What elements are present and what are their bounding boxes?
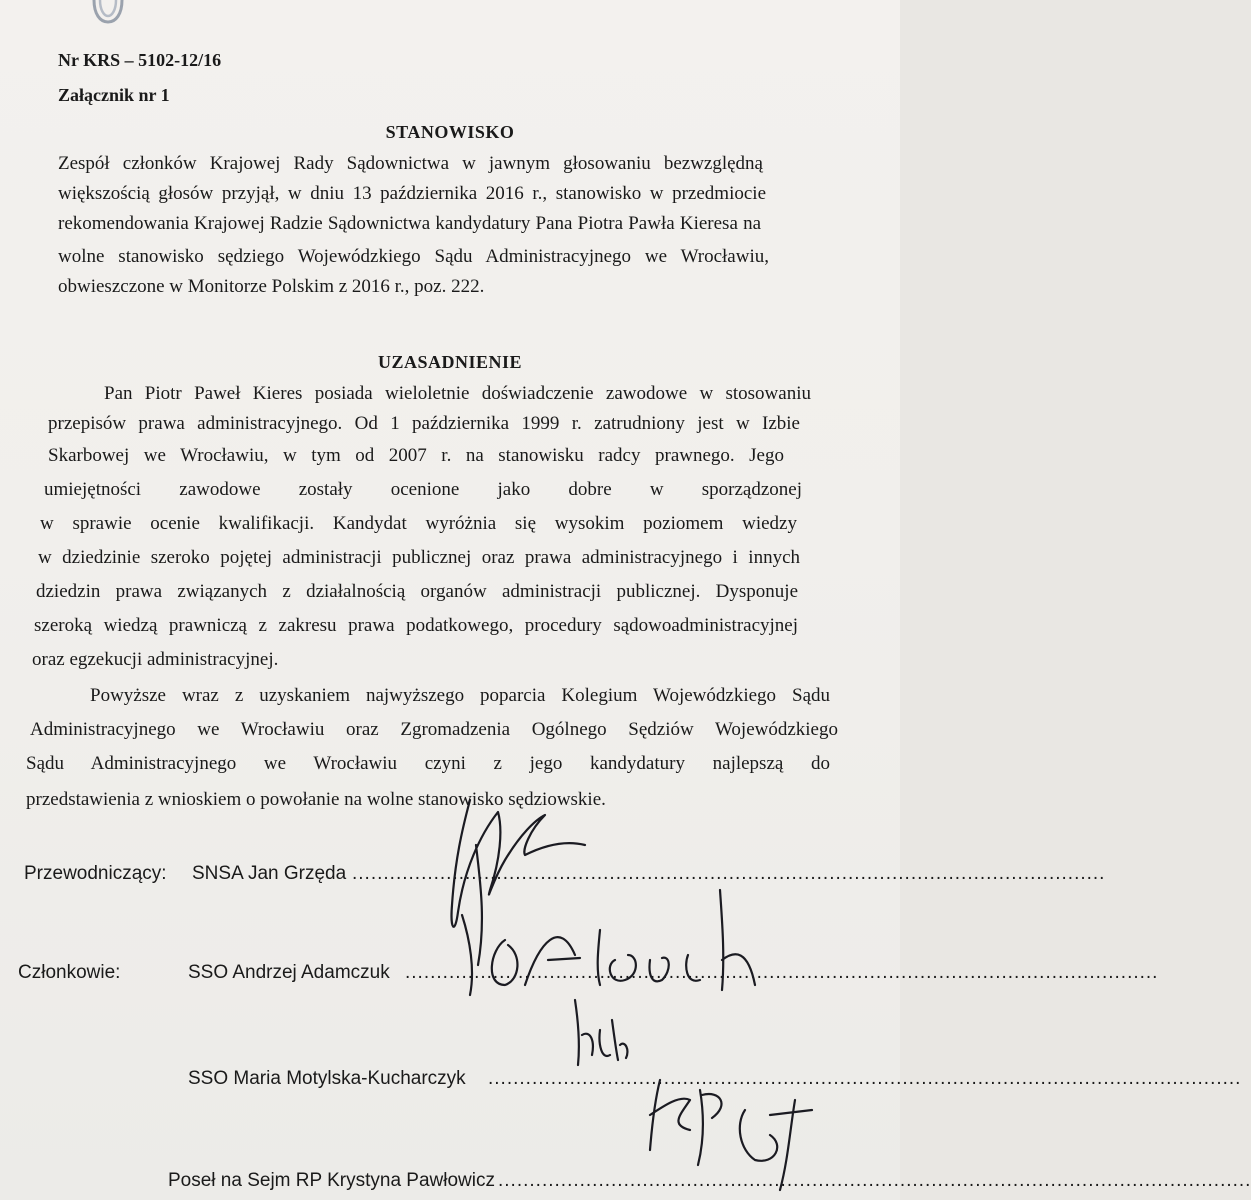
uzasadnienie-line: dziedzin prawa związanych z działalnością organów administracji publicznej. Dysponuje [36,581,798,602]
uzasadnienie-line: w dziedzinie szeroko pojętej administracji publicznej oraz prawa administracyjnego i innych [38,547,800,568]
member-name: Poseł na Sejm RP Krystyna Pawłowicz [168,1170,495,1191]
uzasadnienie-line: przedstawienia z wnioskiem o powołanie na wolne stanowisko sędziowskie. [26,789,606,810]
uzasadnienie-line: Skarbowej we Wrocławiu, w tym od 2007 r. na stanowisku radcy prawnego. Jego [48,445,784,466]
attachment-label: Załącznik nr 1 [58,85,170,105]
member-signature-line: ........................................................................................................................ [488,1068,1242,1089]
member-name: SSO Andrzej Adamczuk [188,962,390,983]
uzasadnienie-line: Powyższe wraz z uzyskaniem najwyższego poparcia Kolegium Wojewódzkiego Sądu [90,685,830,706]
uzasadnienie-line: oraz egzekucji administracyjnej. [32,649,279,670]
stanowisko-line: wolne stanowisko sędziego Wojewódzkiego Sądu Administracyjnego we Wrocławiu, [58,246,769,267]
uzasadnienie-line: w sprawie ocenie kwalifikacji. Kandydat wyróżnia się wysokim poziomem wiedzy [40,513,797,534]
uzasadnienie-line: umiejętności zawodowe zostały ocenione jako dobre w sporządzonej [44,479,802,500]
member-signature-line: ........................................................................................................................ [405,962,1159,983]
uzasadnienie-line: szeroką wiedzą prawniczą z zakresu prawa podatkowego, procedury sądowoadministracyjnej [34,615,798,636]
paperclip-icon [88,0,128,26]
members-label: Członkowie: [18,962,121,983]
uzasadnienie-line: Pan Piotr Paweł Kieres posiada wieloletnie doświadczenie zawodowe w stosowaniu [104,383,811,404]
stanowisko-line: obwieszczone w Monitorze Polskim z 2016 r., poz. 222. [58,276,485,297]
member-name: SSO Maria Motylska-Kucharczyk [188,1068,466,1089]
signature-member-2 [575,1000,627,1065]
member-signature-line: ........................................................................................................................ [498,1170,1251,1191]
document-reference: Nr KRS – 5102-12/16 [58,50,222,70]
heading-uzasadnienie: UZASADNIENIE [377,352,523,372]
chair-label: Przewodniczący: [24,863,167,884]
uzasadnienie-line: Sądu Administracyjnego we Wrocławiu czyni z jego kandydatury najlepszą do [26,753,830,774]
stanowisko-line: większością głosów przyjął, w dniu 13 października 2016 r., stanowisko w przedmiocie [58,183,766,204]
chair-signature-line: ........................................................................................................................ [352,863,1106,884]
uzasadnienie-line: Administracyjnego we Wrocławiu oraz Zgromadzenia Ogólnego Sędziów Wojewódzkiego [30,719,838,740]
uzasadnienie-line: przepisów prawa administracyjnego. Od 1 października 1999 r. zatrudniony jest w Izbie [48,413,800,434]
stanowisko-line: rekomendowania Krajowej Radzie Sądownictwa kandydatury Pana Piotra Pawła Kieresa na [58,213,761,234]
stanowisko-line: Zespół członków Krajowej Rady Sądownictwa w jawnym głosowaniu bezwzględną [58,153,763,174]
heading-stanowisko: STANOWISKO [385,122,515,142]
chair-name: SNSA Jan Grzęda [192,863,347,884]
